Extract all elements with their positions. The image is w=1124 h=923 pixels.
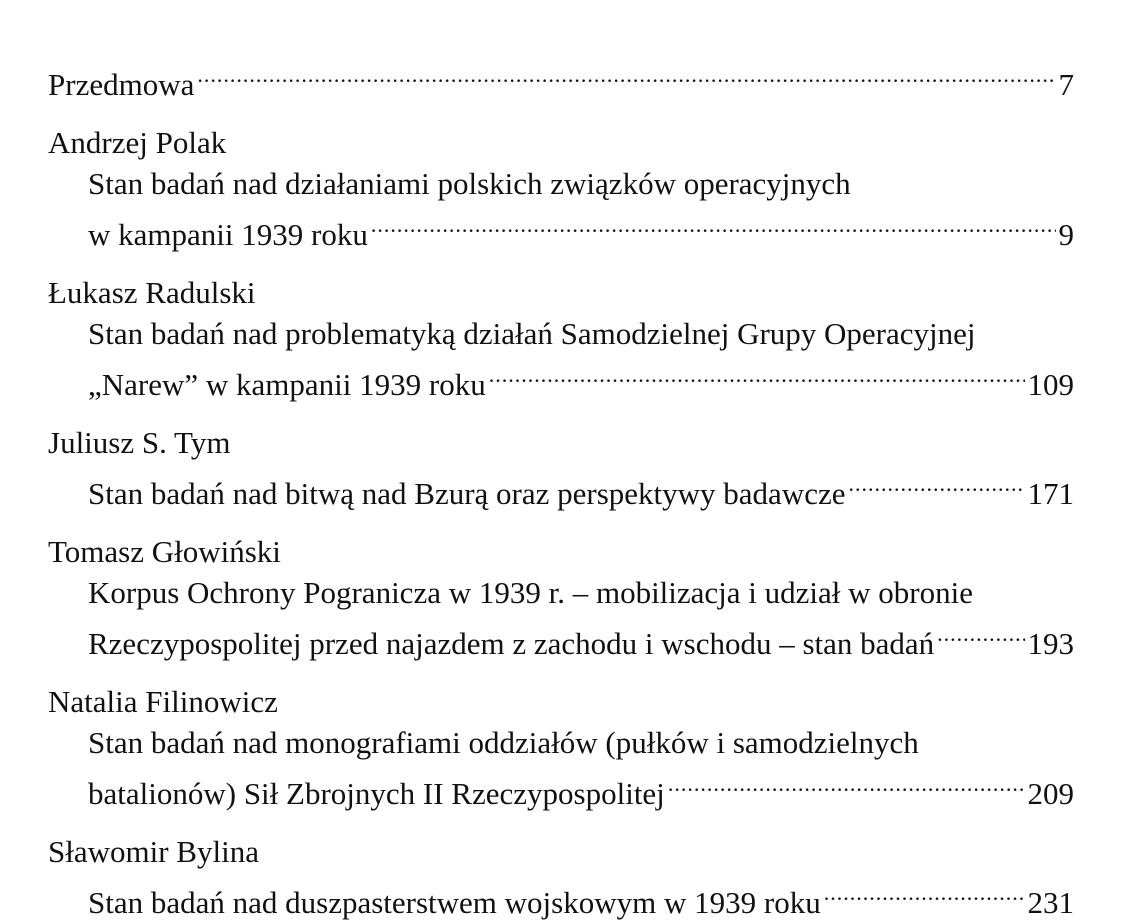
toc-line: [48, 872, 1074, 923]
toc-line: [48, 613, 1074, 664]
page-number: 9: [1058, 217, 1074, 252]
toc-line: [48, 463, 1074, 514]
toc-author: Tomasz Głowiński: [48, 534, 281, 569]
toc-author: Andrzej Polak: [48, 125, 227, 160]
dot-leader: [824, 872, 1025, 913]
toc-author: Sławomir Bylina: [48, 834, 259, 869]
toc-title: Przedmowa: [48, 67, 195, 102]
page-number: 7: [1058, 67, 1074, 102]
toc-entry: [48, 122, 1074, 255]
toc-title-last-line: Stan badań nad bitwą nad Bzurą oraz perspektywy badawcze: [88, 476, 846, 511]
table-of-contents: [48, 54, 1074, 923]
dot-leader: [371, 204, 1056, 245]
toc-entry: [48, 681, 1074, 814]
toc-line: [48, 763, 1074, 814]
toc-entry: [48, 422, 1074, 514]
toc-author: Łukasz Radulski: [48, 275, 256, 310]
toc-entry-preface: [48, 54, 1074, 105]
toc-author: Natalia Filinowicz: [48, 684, 278, 719]
toc-title-last-line: batalionów) Sił Zbrojnych II Rzeczypospolitej: [88, 776, 665, 811]
toc-line: [48, 204, 1074, 255]
dot-leader: [668, 763, 1025, 804]
toc-entry: [48, 831, 1074, 923]
dot-leader: [197, 54, 1055, 95]
page-number: 193: [1027, 626, 1074, 661]
toc-line: [48, 354, 1074, 405]
dot-leader: [848, 463, 1024, 504]
toc-title-last-line: Stan badań nad duszpasterstwem wojskowym w 1939 roku: [88, 885, 821, 920]
toc-title-line: Korpus Ochrony Pogranicza w 1939 r. – mobilizacja i udział w obronie: [88, 575, 973, 610]
page-number: 109: [1027, 367, 1074, 402]
dot-leader: [937, 613, 1024, 654]
toc-entry: [48, 272, 1074, 405]
toc-title-last-line: w kampanii 1939 roku: [88, 217, 368, 252]
page-number: 209: [1027, 776, 1074, 811]
toc-entry: [48, 531, 1074, 664]
toc-author: Juliusz S. Tym: [48, 425, 231, 460]
toc-title-last-line: Rzeczypospolitej przed najazdem z zachodu i wschodu – stan badań: [88, 626, 935, 661]
page-number: 231: [1027, 885, 1074, 920]
toc-title-line: Stan badań nad problematyką działań Samodzielnej Grupy Operacyjnej: [88, 316, 976, 351]
toc-title-line: Stan badań nad działaniami polskich związków operacyjnych: [88, 166, 851, 201]
toc-title-last-line: „Narew” w kampanii 1939 roku: [88, 367, 486, 402]
toc-line: [48, 54, 1074, 105]
page-number: 171: [1027, 476, 1074, 511]
toc-title-line: Stan badań nad monografiami oddziałów (pułków i samodzielnych: [88, 725, 919, 760]
dot-leader: [489, 354, 1025, 395]
